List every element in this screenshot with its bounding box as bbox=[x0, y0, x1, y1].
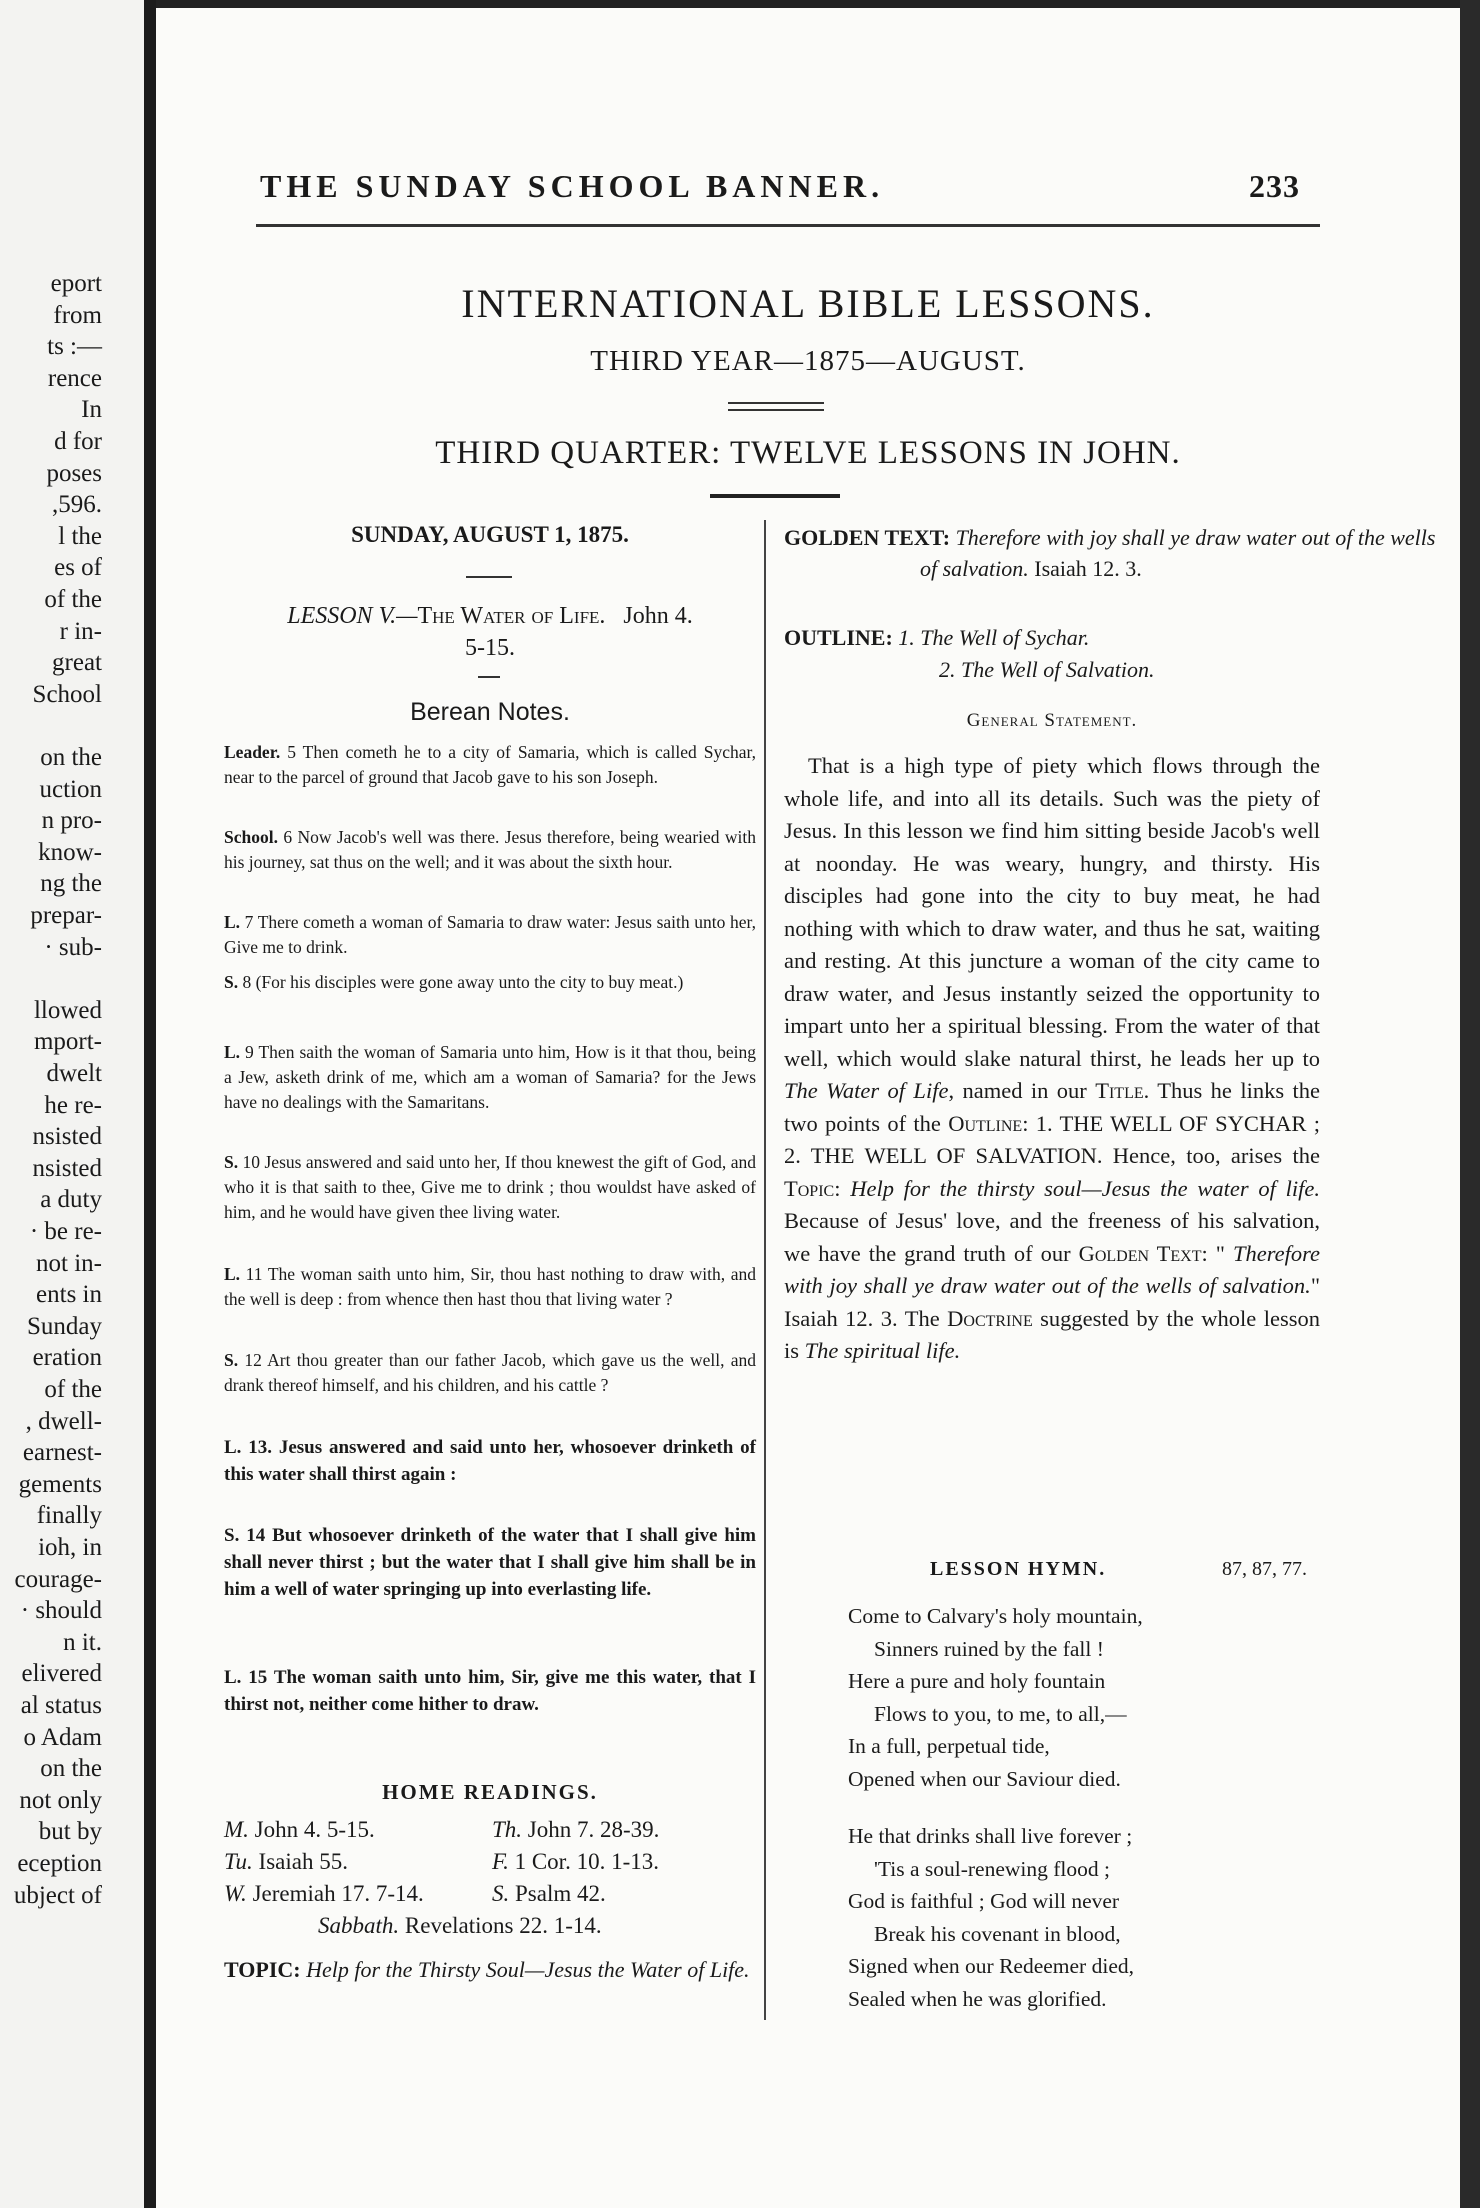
left-page-text-fragment: great bbox=[52, 649, 102, 676]
speaker-label: L. bbox=[224, 1437, 242, 1458]
reading-item bbox=[318, 1910, 602, 1942]
lesson-number: LESSON V.— bbox=[287, 603, 418, 629]
verse-text: 15 The woman saith unto him, Sir, give me this water, that I thirst not, neither come hither to draw. bbox=[224, 1667, 756, 1715]
left-page-text-fragment: llowed bbox=[33, 997, 102, 1024]
left-page-text-fragment: a duty bbox=[40, 1186, 102, 1213]
verse-13 bbox=[224, 1434, 756, 1488]
hymn-line: Sealed when he was glorified. bbox=[848, 1986, 1107, 2011]
left-page-text-fragment: Sunday bbox=[27, 1313, 102, 1340]
reading-item bbox=[224, 1814, 375, 1846]
reading-ref: Psalm 42. bbox=[509, 1881, 606, 1906]
verse-11 bbox=[224, 1262, 756, 1312]
page-number: 233 bbox=[1249, 168, 1300, 204]
topic-text: Help for the Thirsty Soul—Jesus the Water of Life. bbox=[300, 1957, 750, 1982]
lesson-title: The Water of Life. bbox=[417, 603, 606, 629]
verse-text: 14 But whosoever drinketh of the water that I shall give him shall never thirst ; but the water that I shall give him shall be in him a well of water springing up into everlasting life. bbox=[224, 1525, 756, 1600]
sub-title: THIRD YEAR—1875—AUGUST. bbox=[590, 345, 1026, 377]
hymn-line: Sinners ruined by the fall ! bbox=[874, 1636, 1104, 1661]
reading-item bbox=[224, 1878, 424, 1910]
hymn-line: 'Tis a soul-renewing flood ; bbox=[874, 1856, 1110, 1881]
book-gutter bbox=[144, 0, 156, 2208]
verse-text: 12 Art thou greater than our father Jacob, which gave us the well, and drank thereof himself, and his children, and his cattle ? bbox=[224, 1350, 756, 1395]
verse-7 bbox=[224, 910, 756, 960]
left-page-text-fragment: eception bbox=[17, 1850, 102, 1877]
lesson-hymn-heading: LESSON HYMN. bbox=[930, 1558, 1107, 1580]
left-page-text-fragment: from bbox=[53, 302, 102, 329]
hymn-line: Signed when our Redeemer died, bbox=[848, 1954, 1134, 1978]
general-statement-body bbox=[784, 750, 1320, 1368]
reading-item bbox=[492, 1878, 606, 1910]
left-page-text-fragment: , dwell- bbox=[25, 1408, 102, 1435]
main-title: INTERNATIONAL BIBLE LESSONS. bbox=[461, 281, 1155, 326]
header-rule bbox=[256, 224, 1320, 227]
reading-ref: Isaiah 55. bbox=[252, 1849, 348, 1874]
gs-italic: Therefore with joy shall ye draw water out of the wells of salvation. bbox=[784, 1240, 1321, 1298]
left-page-text-fragment: he re- bbox=[44, 1092, 102, 1119]
speaker-label: S. bbox=[224, 1350, 239, 1370]
verse-text: 13. Jesus answered and said unto her, whosoever drinketh of this water shall thirst again : bbox=[224, 1437, 756, 1485]
topic bbox=[224, 1954, 850, 1985]
gs-italic: The spiritual life. bbox=[804, 1338, 961, 1363]
gs-smallcaps: Golden Text bbox=[1078, 1240, 1202, 1266]
left-page-text-fragment: uction bbox=[39, 776, 102, 803]
quarter-rule bbox=[710, 494, 840, 498]
left-page-text-fragment: School bbox=[32, 681, 102, 708]
home-readings-heading: HOME READINGS. bbox=[382, 1780, 598, 1804]
left-page-text-fragment: eration bbox=[32, 1344, 102, 1371]
gs-text: . Thus he links the two points of the bbox=[784, 1078, 1321, 1136]
lesson-heading bbox=[224, 600, 756, 664]
left-page-text-fragment: In bbox=[81, 396, 102, 423]
reading-ref: Revelations 22. 1-14. bbox=[399, 1913, 602, 1938]
left-page-text-fragment: eport bbox=[50, 270, 102, 297]
golden-text bbox=[784, 522, 1456, 584]
left-page-text-fragment: al status bbox=[20, 1692, 102, 1719]
reading-day: M. bbox=[224, 1817, 249, 1842]
speaker-label: S. bbox=[224, 1152, 239, 1172]
verse-9 bbox=[224, 1040, 756, 1115]
left-page-text-fragment: of the bbox=[44, 1376, 102, 1403]
reading-day: Sabbath. bbox=[318, 1913, 400, 1938]
verse-text: 6 Now Jacob's well was there. Jesus therefore, being wearied with his journey, sat thus on the well; and it was about the sixth hour. bbox=[224, 827, 756, 872]
left-page-text-fragment: earnest- bbox=[22, 1439, 102, 1466]
verse-text: 7 There cometh a woman of Samaria to draw water: Jesus saith unto her, Give me to drink. bbox=[224, 912, 756, 957]
left-page-text-fragment: gements bbox=[18, 1471, 102, 1498]
reading-item bbox=[224, 1846, 348, 1878]
left-page-text-fragment: finally bbox=[36, 1502, 102, 1529]
reading-ref: 1 Cor. 10. 1-13. bbox=[508, 1849, 659, 1874]
speaker-label: School. bbox=[224, 827, 278, 847]
double-rule-top bbox=[728, 402, 824, 404]
left-page-text-fragment: courage- bbox=[14, 1566, 102, 1593]
short-rule bbox=[478, 676, 500, 678]
verse-14 bbox=[224, 1522, 756, 1603]
gs-smallcaps: Title bbox=[1095, 1078, 1144, 1103]
short-rule bbox=[466, 576, 512, 578]
outline bbox=[784, 622, 1320, 686]
verse-10 bbox=[224, 1150, 756, 1225]
general-statement-heading: General Statement. bbox=[966, 710, 1138, 731]
left-page-text-fragment: not only bbox=[19, 1787, 102, 1814]
hymn-line: Here a pure and holy fountain bbox=[848, 1669, 1106, 1693]
gs-italic: The Water of Life bbox=[784, 1078, 949, 1103]
hymn-meter: 87, 87, 77. bbox=[1222, 1558, 1307, 1580]
left-page-text-fragment: n pro- bbox=[41, 807, 102, 834]
topic-label: TOPIC: bbox=[224, 1957, 301, 1982]
gs-smallcaps: Topic bbox=[784, 1175, 835, 1201]
left-page-text-fragment: mport- bbox=[33, 1028, 102, 1055]
reading-day: W. bbox=[224, 1881, 247, 1906]
hymn-line: God is faithful ; God will never bbox=[848, 1889, 1120, 1913]
left-page-text-fragment: ng the bbox=[40, 870, 102, 897]
double-rule-bottom bbox=[728, 409, 824, 411]
reading-day: S. bbox=[492, 1881, 510, 1906]
berean-notes-heading: Berean Notes. bbox=[410, 698, 570, 726]
hymn-line: In a full, perpetual tide, bbox=[848, 1734, 1050, 1758]
left-page-text-fragment: o Adam bbox=[23, 1724, 102, 1751]
column-rule bbox=[764, 520, 766, 2020]
left-page-text-fragment: nsisted bbox=[32, 1123, 102, 1150]
left-page-text-fragment: n it. bbox=[63, 1629, 102, 1656]
gs-text: suggested by the whole lesson is bbox=[784, 1305, 1320, 1363]
hymn-line: He that drinks shall live forever ; bbox=[848, 1824, 1133, 1848]
verse-text: 11 The woman saith unto him, Sir, thou hast nothing to draw with, and the well is deep : from whence then hast thou that living water ? bbox=[224, 1264, 756, 1309]
golden-text-body: Therefore with joy shall ye draw water out of the wells of salvation. bbox=[920, 525, 1436, 581]
golden-text-label: GOLDEN TEXT: bbox=[784, 525, 951, 550]
speaker-label: L. bbox=[224, 912, 241, 932]
gs-text: Because of Jesus' love, and the freeness of his salvation, we have the grand truth of our bbox=[784, 1208, 1320, 1266]
reading-item bbox=[492, 1814, 659, 1846]
hymn-stanza-1 bbox=[848, 1600, 1143, 1795]
verse-text: 9 Then saith the woman of Samaria unto him, How is it that thou, being a Jew, asketh drink of me, which am a woman of Samaria? for the Jews have no dealings with the Samaritans. bbox=[224, 1042, 756, 1112]
gs-text: , named in our bbox=[948, 1078, 1096, 1103]
reading-ref: Jeremiah 17. 7-14. bbox=[246, 1881, 424, 1906]
reading-ref: John 4. 5-15. bbox=[248, 1817, 375, 1842]
gs-text: That is a high type of piety which flows through the whole life, and into all its details. Such was the piety of Jesus. In this lesson we find him sitting beside Jacob's well at noonday. He was weary, hungry, and thirsty. His disciples had gone into the city to buy meat, he had nothing with which to draw water, and thus he sat, waiting and resting. At this juncture a woman of the city came to draw water, and Jesus instantly seized the opportunity to impart unto her a spiritual blessing. From the water of that well, which would slake natural thirst, he leads her up to bbox=[784, 753, 1320, 1071]
left-page-text-fragment: prepar- bbox=[30, 902, 102, 929]
running-header bbox=[260, 168, 1310, 205]
gs-text: : 1. THE WELL OF SYCHAR ; 2. THE WELL OF SALVATION. Hence, too, arises the bbox=[784, 1110, 1320, 1168]
left-page-text-fragment: · be re- bbox=[29, 1218, 102, 1245]
speaker-label: S. bbox=[224, 972, 239, 992]
page-edge bbox=[1460, 0, 1480, 2208]
left-page-text-fragment: on the bbox=[40, 744, 102, 771]
outline-label: OUTLINE: bbox=[784, 625, 893, 650]
left-page-text-fragment: nsisted bbox=[32, 1155, 102, 1182]
speaker-label: S. bbox=[224, 1525, 240, 1546]
left-page-text-fragment: on the bbox=[40, 1755, 102, 1782]
speaker-label: L. bbox=[224, 1264, 241, 1284]
hymn-stanza-2 bbox=[848, 1820, 1134, 2015]
speaker-label: L. bbox=[224, 1042, 241, 1062]
left-page-text-fragment: elivered bbox=[21, 1660, 102, 1687]
gs-smallcaps: Doctrine bbox=[947, 1305, 1033, 1331]
left-page-text-fragment: ts :— bbox=[47, 333, 102, 360]
gs-smallcaps: Outline bbox=[948, 1110, 1023, 1136]
gs-italic: Help for the thirsty soul—Jesus the water of life. bbox=[850, 1175, 1320, 1201]
gs-text: : bbox=[834, 1175, 851, 1201]
left-page-text-fragment: ents in bbox=[36, 1281, 102, 1308]
reading-item bbox=[492, 1846, 659, 1878]
verse-text: 8 (For his disciples were gone away unto the city to buy meat.) bbox=[238, 972, 684, 992]
reading-day: Th. bbox=[492, 1817, 523, 1842]
gs-text: : " bbox=[1201, 1240, 1233, 1266]
left-page-fragment bbox=[0, 0, 146, 2208]
left-page-text-fragment: r in- bbox=[59, 618, 102, 645]
left-page-text-fragment: · should bbox=[20, 1597, 102, 1624]
verse-text: 10 Jesus answered and said unto her, If thou knewest the gift of God, and who it is that saith to thee, Give me to drink ; thou wouldst have asked of him, and he would have given thee living water. bbox=[224, 1152, 756, 1222]
quarter-title: THIRD QUARTER: TWELVE LESSONS IN JOHN. bbox=[435, 435, 1181, 471]
verse-5 bbox=[224, 740, 756, 790]
lesson-ref: John 4. bbox=[623, 603, 693, 629]
left-page-text-fragment: know- bbox=[38, 839, 102, 866]
verse-6 bbox=[224, 825, 756, 875]
left-page-text-fragment: not in- bbox=[36, 1250, 102, 1277]
verse-8 bbox=[224, 970, 756, 995]
left-page-text-fragment: es of bbox=[54, 554, 102, 581]
verse-12 bbox=[224, 1348, 756, 1398]
left-page-text-fragment: ioh, in bbox=[38, 1534, 102, 1561]
golden-text-ref: Isaiah 12. 3. bbox=[1028, 556, 1142, 581]
running-title: THE SUNDAY SCHOOL BANNER. bbox=[260, 168, 885, 204]
left-page-text-fragment: l the bbox=[58, 523, 102, 550]
verse-15 bbox=[224, 1664, 756, 1718]
left-page-text-fragment: dwelt bbox=[46, 1060, 102, 1087]
hymn-line: Come to Calvary's holy mountain, bbox=[848, 1604, 1143, 1628]
left-page-text-fragment: ubject of bbox=[13, 1882, 102, 1909]
verse-text: 5 Then cometh he to a city of Samaria, which is called Sychar, near to the parcel of ground that Jacob gave to his son Joseph. bbox=[224, 742, 756, 787]
hymn-line: Opened when our Saviour died. bbox=[848, 1766, 1121, 1791]
gs-text: " Isaiah 12. 3. The bbox=[784, 1273, 1320, 1331]
left-page-text-fragment: of the bbox=[44, 586, 102, 613]
left-page-text-fragment: · sub- bbox=[44, 934, 102, 961]
left-page-text-fragment: poses bbox=[46, 460, 102, 487]
lesson-ref-verses: 5-15. bbox=[465, 635, 515, 661]
reading-day: F. bbox=[492, 1849, 509, 1874]
speaker-label: Leader. bbox=[224, 742, 281, 762]
hymn-line: Flows to you, to me, to all,— bbox=[874, 1701, 1127, 1726]
left-page-text-fragment: d for bbox=[54, 428, 102, 455]
outline-item-2: 2. The Well of Salvation. bbox=[939, 657, 1155, 682]
outline-item-1: 1. The Well of Sychar. bbox=[892, 625, 1090, 650]
lesson-date: SUNDAY, AUGUST 1, 1875. bbox=[351, 522, 629, 547]
speaker-label: L. bbox=[224, 1667, 242, 1688]
reading-day: Tu. bbox=[224, 1849, 253, 1874]
left-page-text-fragment: rence bbox=[47, 365, 102, 392]
hymn-line: Break his covenant in blood, bbox=[874, 1921, 1121, 1946]
left-page-text-fragment: but by bbox=[38, 1818, 102, 1845]
left-page-text-fragment: ,596. bbox=[52, 491, 102, 518]
reading-ref: John 7. 28-39. bbox=[522, 1817, 660, 1842]
